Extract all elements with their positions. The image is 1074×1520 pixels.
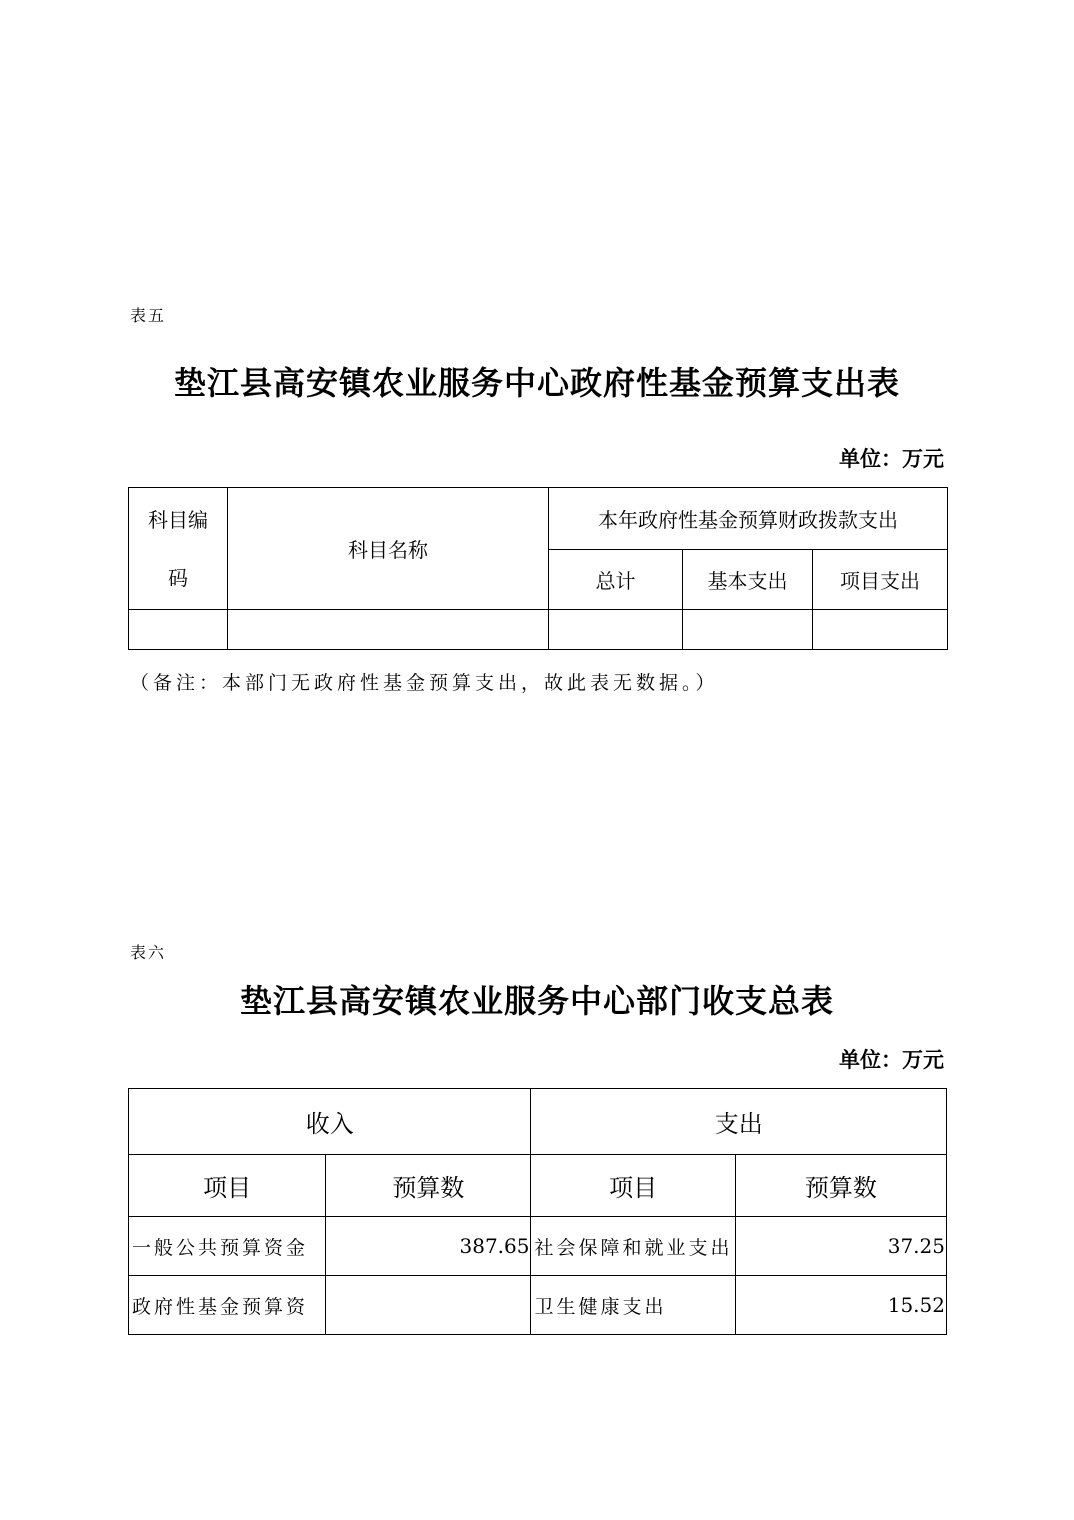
unit-label-5: 单位：万元 xyxy=(839,446,944,471)
expense-item: 卫生健康支出 xyxy=(531,1276,735,1335)
expense-amount: 37.25 xyxy=(735,1217,946,1276)
page-title-6: 垫江县高安镇农业服务中心部门收支总表 xyxy=(239,982,834,1020)
income-amount xyxy=(326,1276,531,1335)
header-total: 总计 xyxy=(549,550,683,610)
table-row xyxy=(129,610,948,650)
table-row xyxy=(129,1217,947,1276)
income-item: 一般公共预算资金 xyxy=(129,1217,326,1276)
header-subject-code-line2: 码 xyxy=(168,565,188,590)
header-subject-name: 科目名称 xyxy=(228,488,549,610)
header-subject-code-line1: 科目编 xyxy=(148,507,208,532)
header-expense-amount: 预算数 xyxy=(735,1155,946,1217)
header-income-item: 项目 xyxy=(129,1155,326,1217)
header-expense-item: 项目 xyxy=(531,1155,735,1217)
expense-item: 社会保障和就业支出 xyxy=(531,1217,735,1276)
expense-amount: 15.52 xyxy=(735,1276,946,1335)
income-expense-summary-table xyxy=(128,1088,947,1335)
table-cell xyxy=(129,610,228,650)
header-income-amount: 预算数 xyxy=(326,1155,531,1217)
table-cell xyxy=(813,610,948,650)
income-item: 政府性基金预算资 xyxy=(129,1276,326,1335)
income-amount: 387.65 xyxy=(326,1217,531,1276)
page-title-5: 垫江县高安镇农业服务中心政府性基金预算支出表 xyxy=(173,364,900,402)
header-basic-expense: 基本支出 xyxy=(683,550,813,610)
header-subject-code xyxy=(129,488,228,610)
table-cell xyxy=(683,610,813,650)
table-cell xyxy=(549,610,683,650)
header-gov-fund-group: 本年政府性基金预算财政拨款支出 xyxy=(549,488,948,550)
unit-label-6: 单位：万元 xyxy=(839,1047,944,1072)
table-label-6: 表六 xyxy=(130,943,167,962)
gov-fund-expense-table xyxy=(128,487,948,650)
header-income: 收入 xyxy=(129,1089,531,1155)
header-expense: 支出 xyxy=(531,1089,947,1155)
header-project-expense: 项目支出 xyxy=(813,550,948,610)
table-label-5: 表五 xyxy=(130,306,167,325)
note-5: （备注：本部门无政府性基金预算支出，故此表无数据。） xyxy=(130,672,719,694)
table-cell xyxy=(228,610,549,650)
table-row xyxy=(129,1276,947,1335)
